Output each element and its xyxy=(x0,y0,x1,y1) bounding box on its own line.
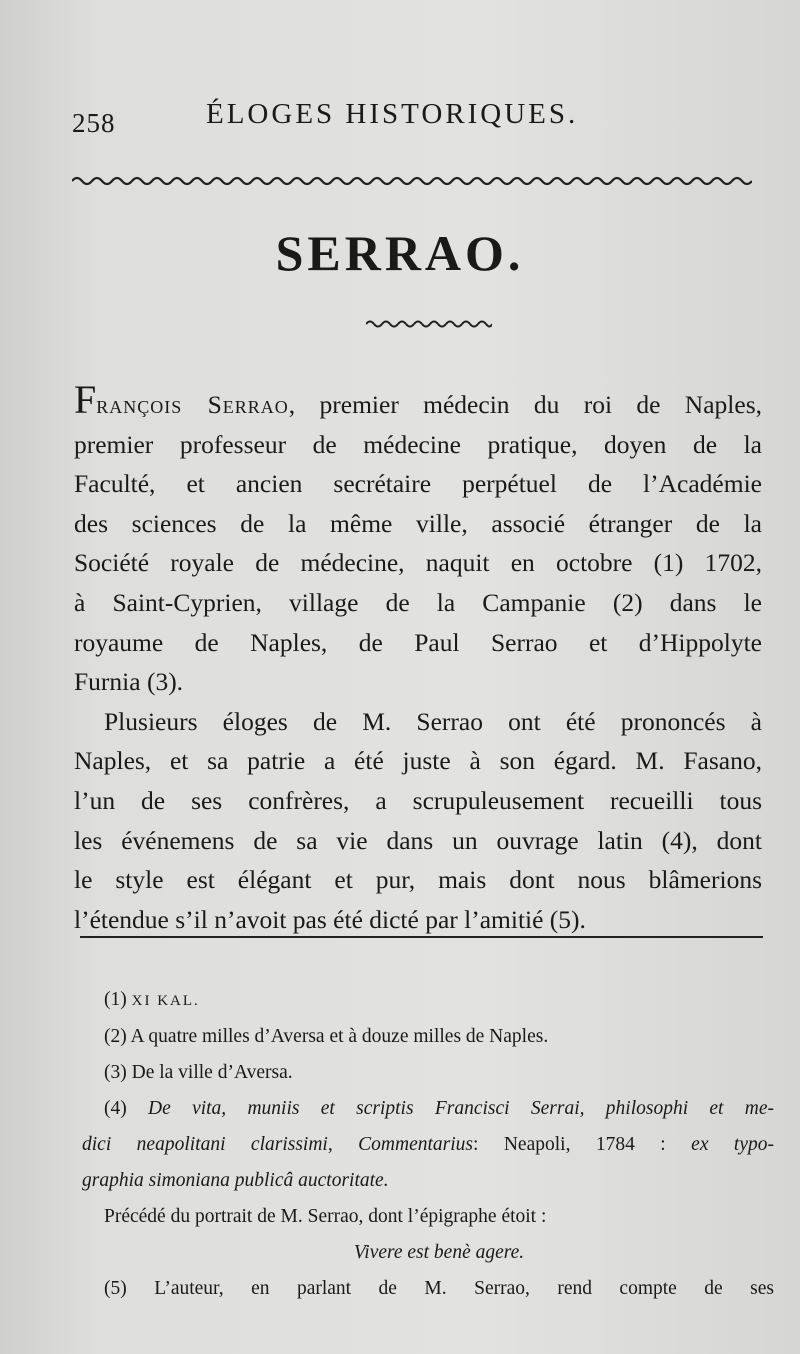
footnote-4-continuation: Précédé du portrait de M. Serrao, dont l’épigraphe étoit : xyxy=(104,1206,547,1227)
para2-line3: l’un de ses confrères, a scrupuleusement recueilli tous xyxy=(74,785,762,815)
para1-line3: Faculté, et ancien secrétaire perpétuel de l’Académie xyxy=(74,469,762,499)
footnote-1-text: XI KAL. xyxy=(131,993,200,1009)
footnote-4-title-part1: De vita, muniis et scriptis Francisci Serrai, philosophi et me- xyxy=(148,1098,774,1119)
drop-cap: F xyxy=(74,377,97,422)
article-title: SERRAO. xyxy=(275,225,525,281)
footnote-4-epigraph: Vivere est benè agere. xyxy=(353,1242,525,1263)
para2-line4: les événemens de sa vie dans un ouvrage latin (4), dont xyxy=(74,825,762,855)
wavy-rule-ornament xyxy=(72,172,752,190)
page-number: 258 xyxy=(72,108,116,138)
para2-line2: Naples, et sa patrie a été juste à son égard. M. Fasano, xyxy=(74,746,762,776)
footnote-4-line3 xyxy=(82,1163,774,1199)
subject-name: rançois Serrao xyxy=(96,390,289,419)
footnote-1 xyxy=(104,982,774,1019)
para2-line1: Plusieurs éloges de M. Serrao ont été prononcés à xyxy=(104,706,762,736)
para1-line8: Furnia (3). xyxy=(74,667,184,697)
footnote-5: (5) L’auteur, en parlant de M. Serrao, rend compte de ses xyxy=(104,1278,774,1299)
para1-line1 xyxy=(74,377,762,425)
footnote-4-printer-part2: graphia simoniana publicâ auctoritate. xyxy=(82,1170,389,1191)
footnote-divider xyxy=(80,936,763,938)
para1-line4: des sciences de la même ville, associé étranger de la xyxy=(74,508,762,538)
para1-line6: à Saint-Cyprien, village de la Campanie (2) dans le xyxy=(74,587,762,617)
para1-line2: premier professeur de médecine pratique, doyen de la xyxy=(74,429,762,459)
para2-line5: le style est élégant et pur, mais dont nous blâmerions xyxy=(74,865,762,895)
footnote-2: (2) A quatre milles d’Aversa et à douze milles de Naples. xyxy=(104,1026,549,1047)
footnote-4-number: (4) xyxy=(104,1098,127,1119)
para1-line5: Société royale de médecine, naquit en octobre (1) 1702, xyxy=(74,548,762,578)
footnote-4-line2 xyxy=(82,1127,774,1163)
small-wavy-ornament xyxy=(366,316,492,332)
footnotes xyxy=(82,982,774,1307)
footnote-4-line1 xyxy=(104,1091,774,1127)
footnote-1-number: (1) xyxy=(104,989,127,1010)
footnote-4-title-part2: dici neapolitani clarissimi, Commentarius xyxy=(82,1134,473,1155)
page-header xyxy=(72,98,732,138)
para1-line7: royaume de Naples, de Paul Serrao et d’Hippolyte xyxy=(74,627,762,657)
body-text xyxy=(74,377,762,939)
para1-line1-tail: , premier médecin du roi de Naples, xyxy=(288,390,762,419)
footnote-4-printer-part1: ex typo- xyxy=(691,1134,774,1155)
running-head: ÉLOGES HISTORIQUES. xyxy=(206,98,579,130)
para2-line6: l’étendue s’il n’avoit pas été dicté par l’amitié (5). xyxy=(74,904,586,934)
footnote-4-imprint: : Neapoli, 1784 : xyxy=(473,1134,666,1155)
footnote-3: (3) De la ville d’Aversa. xyxy=(104,1062,293,1083)
